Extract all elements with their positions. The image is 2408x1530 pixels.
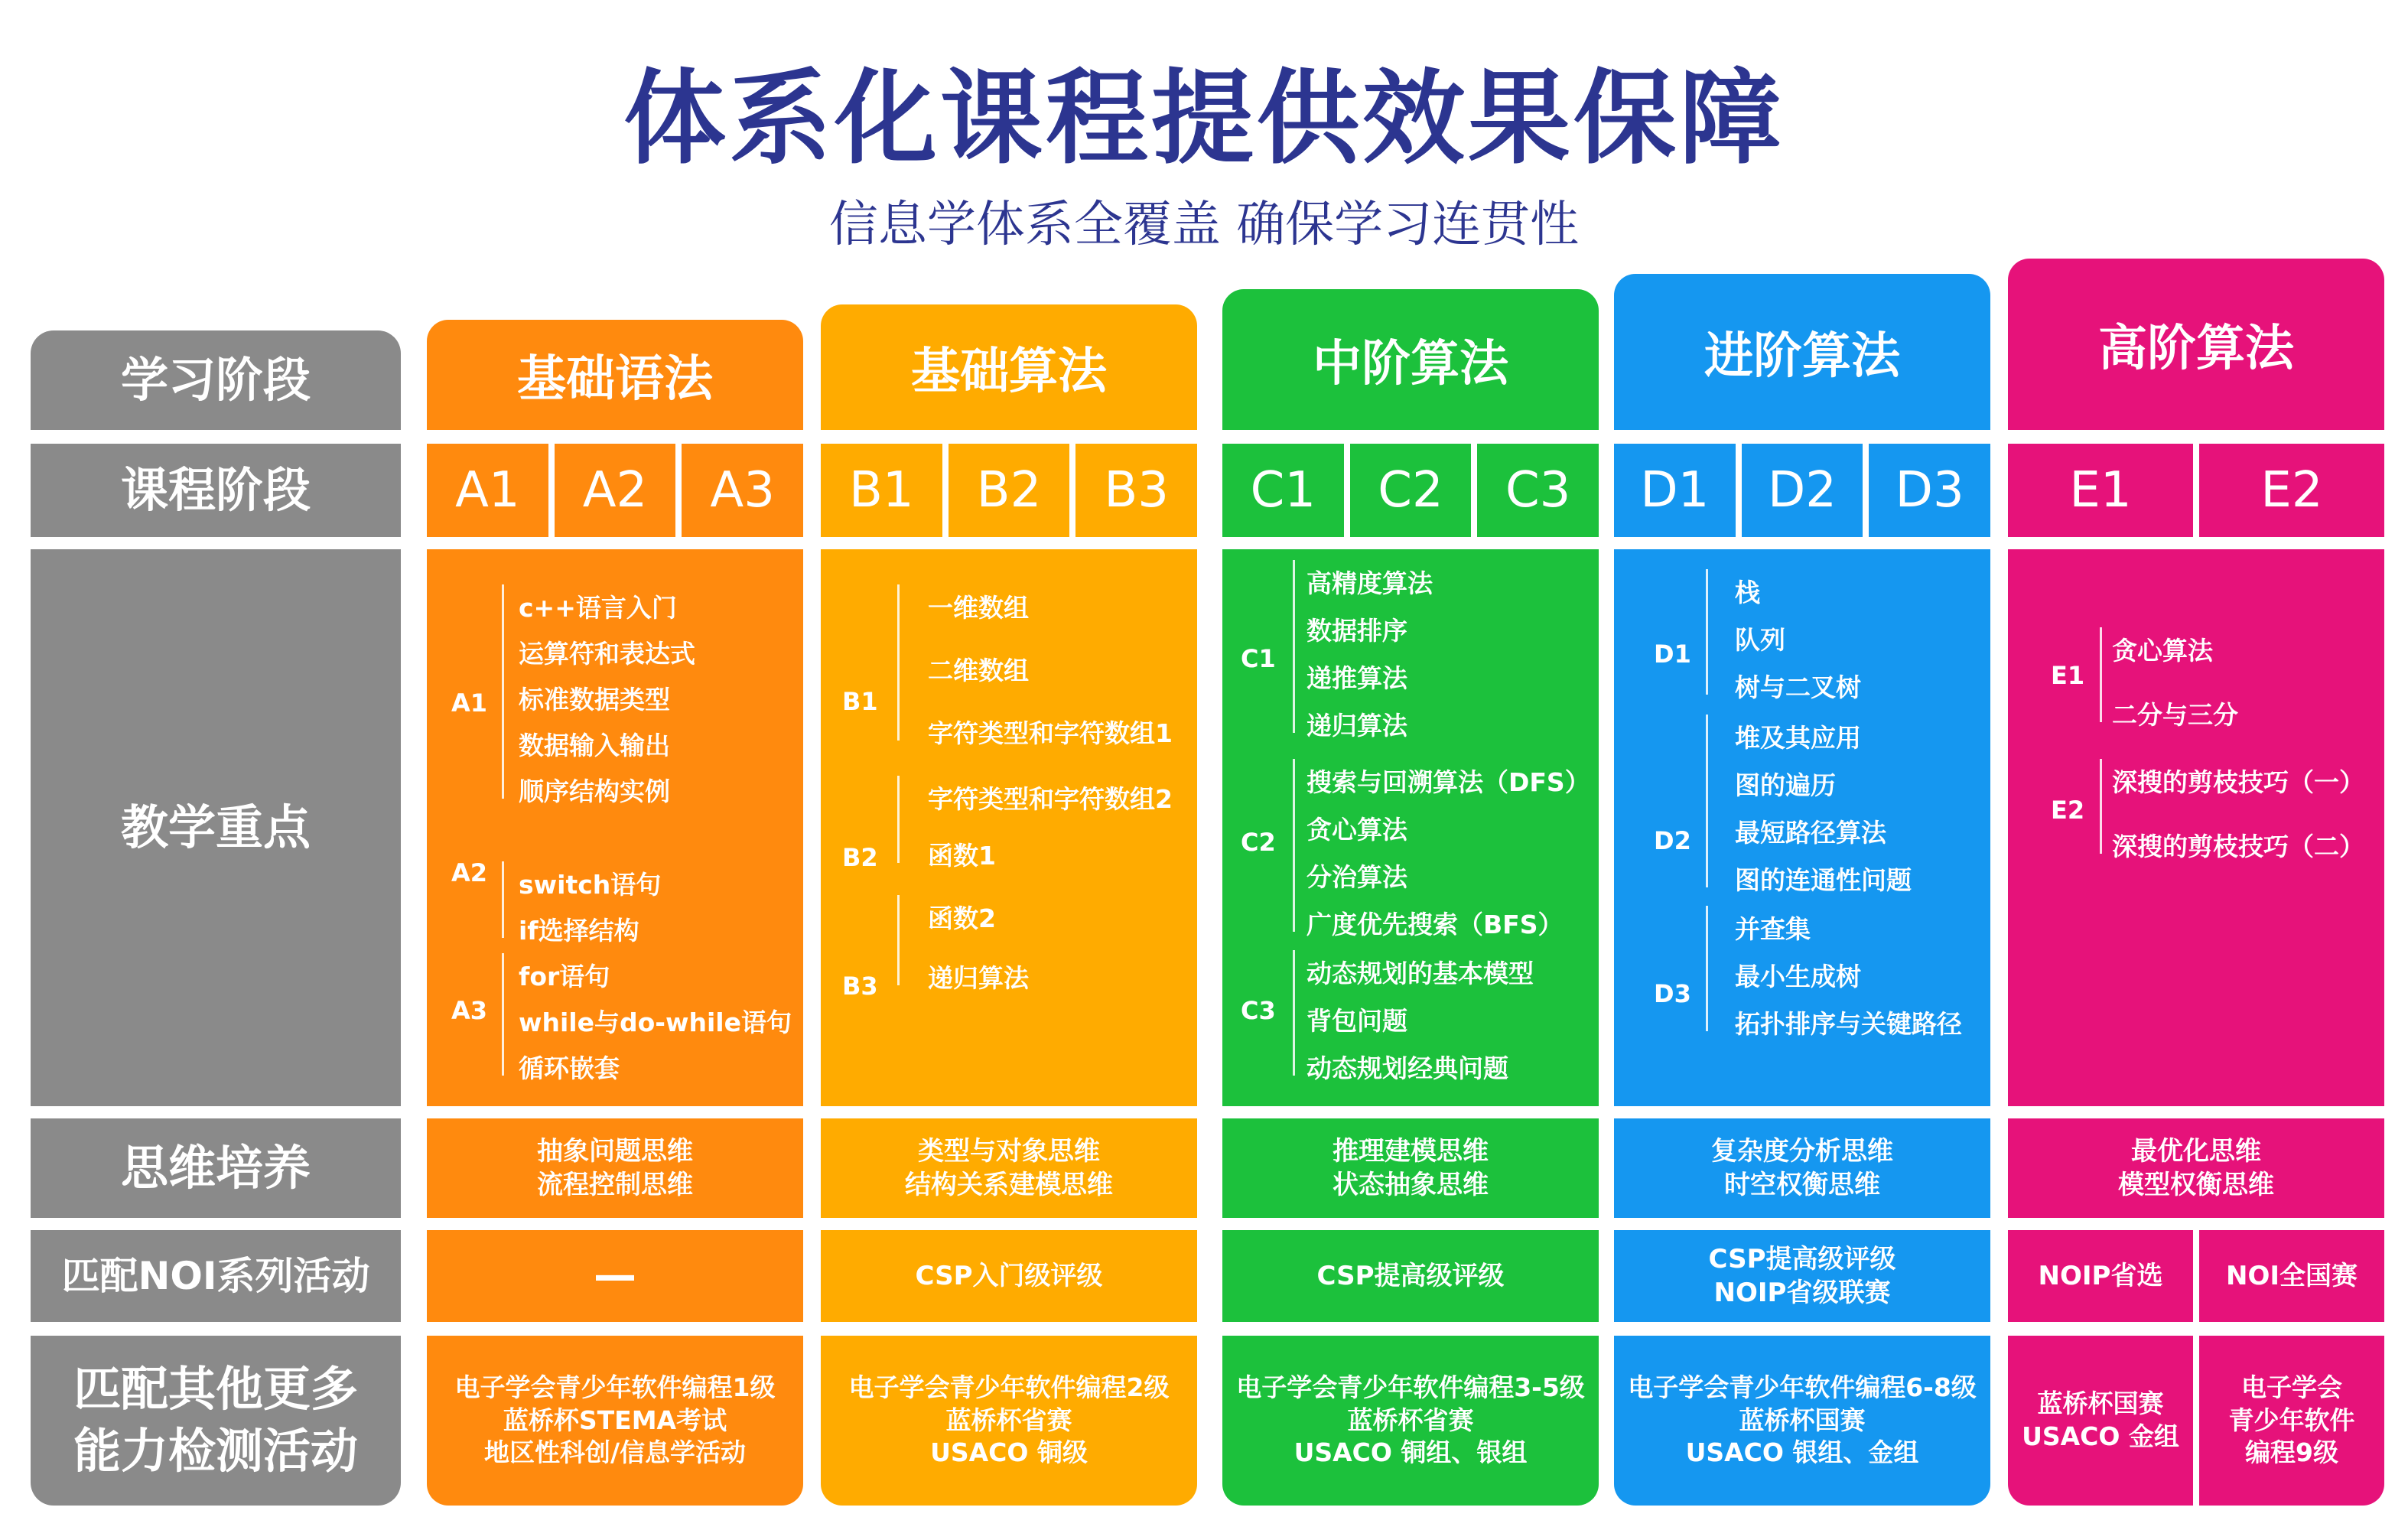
noi-line: NOIP省选: [2038, 1260, 2163, 1291]
thinking-line: 状态抽象思维: [1333, 1170, 1489, 1200]
focus-item: if选择结构: [519, 916, 639, 946]
column-5-noi-activity: [2199, 1230, 2384, 1322]
column-5-thinking: [2008, 1118, 2384, 1218]
focus-group-bracket: [502, 861, 504, 938]
other-line: 地区性科创/信息学活动: [483, 1437, 747, 1468]
row-label-noi-text: 匹配NOI系列活动: [61, 1253, 370, 1298]
column-1-course-code: A2: [555, 444, 676, 537]
column-3-other-activity: [1222, 1336, 1599, 1506]
column-3-stage-header: 中阶算法: [1222, 289, 1599, 430]
other-line: USACO 金组: [2022, 1421, 2179, 1451]
focus-item: 动态规划的基本模型: [1307, 959, 1534, 988]
column-1-course-code: A3: [682, 444, 803, 537]
focus-group-code: C2: [1241, 828, 1276, 857]
other-line: USACO 铜组、银组: [1293, 1437, 1528, 1468]
focus-item: 函数2: [928, 903, 996, 933]
column-5-teaching-focus: [2008, 549, 2384, 1106]
other-line: 蓝桥杯国赛: [1739, 1405, 1866, 1435]
other-line: 蓝桥杯省赛: [1347, 1405, 1474, 1435]
other-line: 电子学会青少年软件编程3-5级: [1236, 1372, 1585, 1402]
focus-group-code: B2: [842, 843, 878, 872]
focus-item: 字符类型和字符数组2: [928, 784, 1173, 814]
focus-item: while与do-while语句: [519, 1008, 792, 1037]
noi-line: NOIP省级联赛: [1713, 1278, 1891, 1308]
noi-line: NOI全国赛: [2225, 1260, 2358, 1291]
noi-line: CSP入门级评级: [915, 1260, 1103, 1291]
column-2-course-code: B3: [1075, 444, 1197, 537]
noi-line: CSP提高级评级: [1708, 1243, 1896, 1274]
column-3-course-code: C3: [1477, 444, 1599, 537]
column-2-stage-header: 基础算法: [821, 304, 1197, 430]
thinking-line: 时空权衡思维: [1724, 1170, 1880, 1200]
focus-group-bracket: [2100, 627, 2102, 722]
column-5-course-code: E1: [2008, 444, 2193, 537]
column-3-thinking: [1222, 1118, 1599, 1218]
focus-group-code: B1: [842, 687, 878, 716]
focus-group-bracket: [1706, 906, 1708, 1031]
thinking-line: 抽象问题思维: [537, 1135, 693, 1167]
row-label-noi: [31, 1230, 401, 1322]
focus-item: 顺序结构实例: [519, 776, 670, 806]
focus-item: 一维数组: [928, 593, 1029, 623]
focus-item: 数据输入输出: [519, 731, 670, 760]
focus-item: 贪心算法: [1307, 815, 1407, 845]
focus-item: 递归算法: [928, 963, 1029, 993]
focus-item: 拓扑排序与关键路径: [1735, 1009, 1962, 1039]
column-5-noi-activity: [2008, 1230, 2193, 1322]
other-line: 电子学会青少年软件编程2级: [848, 1372, 1170, 1402]
other-line: 电子学会青少年软件编程6-8级: [1628, 1372, 1977, 1402]
focus-item: 深搜的剪枝技巧（一）: [2112, 767, 2364, 797]
column-4-thinking: [1614, 1118, 1990, 1218]
focus-item: 背包问题: [1307, 1006, 1407, 1036]
focus-group-bracket: [1293, 759, 1295, 932]
focus-item: 贪心算法: [2112, 636, 2213, 666]
row-label-focus-text: 教学重点: [120, 799, 311, 855]
focus-group-code: E2: [2051, 796, 2085, 825]
column-1-course-code: A1: [427, 444, 548, 537]
focus-item: 栈: [1735, 578, 1760, 607]
focus-item: 字符类型和字符数组1: [928, 718, 1173, 748]
focus-group-code: A1: [451, 688, 488, 718]
thinking-line: 复杂度分析思维: [1711, 1135, 1893, 1167]
focus-item: 深搜的剪枝技巧（二）: [2112, 832, 2364, 861]
focus-item: 动态规划经典问题: [1307, 1053, 1508, 1083]
focus-item: switch语句: [519, 870, 662, 900]
focus-group-code: D2: [1654, 826, 1691, 855]
focus-item: 标准数据类型: [519, 685, 670, 715]
focus-item: 函数1: [928, 841, 996, 871]
focus-item: 最小生成树: [1735, 962, 1861, 991]
focus-item: 递归算法: [1307, 711, 1407, 741]
focus-item: 二维数组: [928, 656, 1029, 685]
row-label-focus: [31, 549, 401, 1106]
other-line: USACO 银组、金组: [1685, 1437, 1919, 1468]
column-4-stage-header: 进阶算法: [1614, 274, 1990, 430]
column-3-course-code: C1: [1222, 444, 1344, 537]
focus-item: 数据排序: [1307, 616, 1407, 646]
other-line: 蓝桥杯STEMA考试: [503, 1405, 727, 1435]
column-4-course-code: D3: [1869, 444, 1990, 537]
other-line: USACO 铜级: [930, 1437, 1088, 1468]
column-4-course-code: D1: [1614, 444, 1736, 537]
thinking-line: 推理建模思维: [1333, 1135, 1489, 1167]
column-5-course-code: E2: [2199, 444, 2384, 537]
focus-group-bracket: [897, 895, 900, 985]
other-line: 青少年软件: [2228, 1405, 2355, 1435]
column-5-other-activity: [2199, 1336, 2384, 1506]
column-2-noi-activity: [821, 1230, 1197, 1322]
row-label-stage: [31, 330, 401, 430]
row-label-course-text: 课程阶段: [120, 461, 311, 518]
page-subtitle: 信息学体系全覆盖 确保学习连贯性: [828, 197, 1580, 253]
thinking-line: 模型权衡思维: [2118, 1170, 2274, 1200]
row-label-other: [31, 1336, 401, 1506]
other-line: 编程9级: [2245, 1437, 2338, 1468]
focus-item: 图的连通性问题: [1735, 865, 1912, 895]
column-5-other-activity: [2008, 1336, 2193, 1506]
focus-item: 树与二叉树: [1735, 672, 1861, 702]
row-label-stage-text: 学习阶段: [120, 351, 311, 408]
focus-item: 循环嵌套: [519, 1053, 620, 1083]
page-title: 体系化课程提供效果保障: [623, 59, 1785, 178]
focus-item: 队列: [1735, 625, 1785, 655]
focus-group-bracket: [2100, 759, 2102, 854]
thinking-line: 类型与对象思维: [918, 1135, 1100, 1167]
focus-group-bracket: [897, 776, 900, 863]
column-1-teaching-focus: [427, 549, 803, 1106]
focus-group-bracket: [1293, 560, 1295, 733]
focus-item: c++语言入门: [519, 593, 677, 623]
noi-line: —: [594, 1250, 636, 1300]
focus-item: 运算符和表达式: [519, 639, 695, 669]
focus-group-bracket: [502, 953, 504, 1076]
thinking-line: 最优化思维: [2131, 1135, 2261, 1167]
focus-item: 并查集: [1735, 914, 1811, 944]
column-2-course-code: B2: [949, 444, 1070, 537]
focus-item: 图的遍历: [1735, 770, 1836, 800]
column-2-course-code: B1: [821, 444, 942, 537]
other-line: 蓝桥杯省赛: [945, 1405, 1072, 1435]
focus-group-bracket: [502, 584, 504, 799]
row-label-other-text: 匹配其他更多 能力检测活动: [73, 1361, 358, 1479]
focus-item: 堆及其应用: [1735, 723, 1861, 753]
row-label-thinking-text: 思维培养: [120, 1139, 311, 1196]
column-1-noi-activity: [427, 1230, 803, 1322]
focus-item: 二分与三分: [2112, 700, 2238, 730]
column-3-noi-activity: [1222, 1230, 1599, 1322]
row-label-course: [31, 444, 401, 537]
column-4-other-activity: [1614, 1336, 1990, 1506]
focus-group-code: A2: [451, 858, 488, 887]
column-1-stage-header: 基础语法: [427, 320, 803, 430]
column-2-thinking: [821, 1118, 1197, 1218]
focus-group-code: A3: [451, 996, 488, 1025]
focus-group-bracket: [1706, 715, 1708, 887]
other-line: 蓝桥杯国赛: [2037, 1388, 2164, 1419]
other-line: 电子学会青少年软件编程1级: [454, 1372, 776, 1402]
focus-item: 高精度算法: [1307, 568, 1433, 598]
focus-item: 递推算法: [1307, 663, 1407, 693]
column-4-teaching-focus: [1614, 549, 1990, 1106]
focus-item: for语句: [519, 962, 610, 991]
thinking-line: 流程控制思维: [537, 1170, 693, 1200]
column-3-course-code: C2: [1350, 444, 1472, 537]
focus-group-bracket: [1706, 569, 1708, 695]
column-5-stage-header: 高阶算法: [2008, 259, 2384, 430]
focus-item: 最短路径算法: [1735, 818, 1886, 848]
thinking-line: 结构关系建模思维: [905, 1170, 1113, 1200]
focus-group-code: B3: [842, 972, 878, 1001]
column-1-thinking: [427, 1118, 803, 1218]
focus-item: 分治算法: [1307, 862, 1407, 892]
other-line: 电子学会: [2241, 1372, 2342, 1402]
focus-group-bracket: [1293, 950, 1295, 1076]
focus-group-bracket: [897, 584, 900, 741]
column-4-course-code: D2: [1742, 444, 1863, 537]
focus-item: 搜索与回溯算法（DFS）: [1307, 767, 1590, 797]
focus-group-code: D1: [1654, 640, 1691, 669]
row-label-thinking: [31, 1118, 401, 1218]
focus-group-code: C1: [1241, 644, 1276, 673]
noi-line: CSP提高级评级: [1316, 1260, 1505, 1291]
column-2-other-activity: [821, 1336, 1197, 1506]
column-3-teaching-focus: [1222, 549, 1599, 1106]
column-1-other-activity: [427, 1336, 803, 1506]
column-2-teaching-focus: [821, 549, 1197, 1106]
focus-group-code: D3: [1654, 979, 1691, 1008]
column-4-noi-activity: [1614, 1230, 1990, 1322]
focus-item: 广度优先搜索（BFS）: [1307, 910, 1564, 939]
focus-group-code: C3: [1241, 996, 1276, 1025]
focus-group-code: E1: [2051, 661, 2085, 690]
